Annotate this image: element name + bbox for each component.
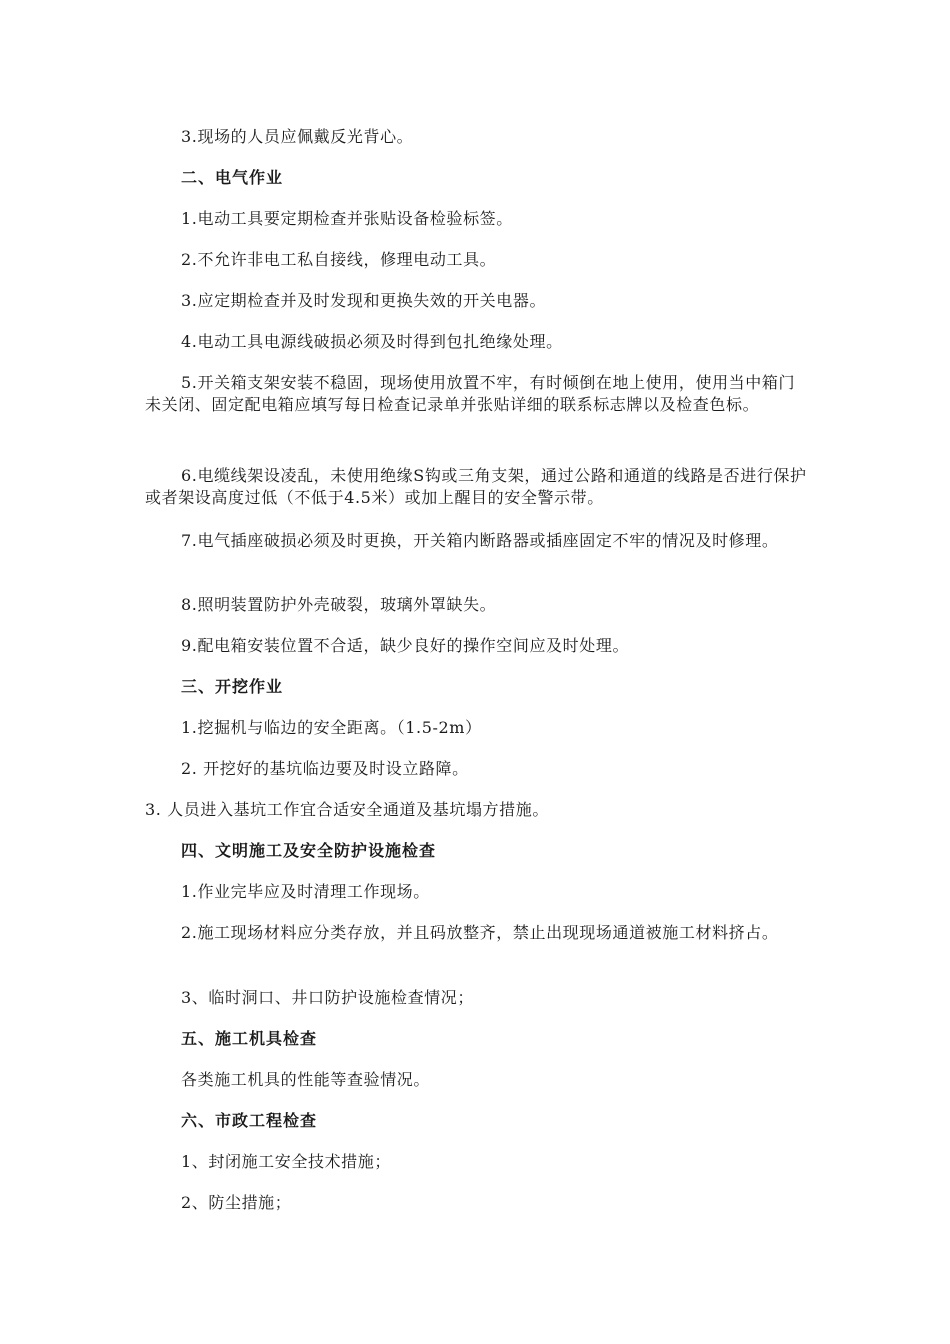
- paragraph-electrical-9: 9.配电箱安装位置不合适，缺少良好的操作空间应及时处理。: [181, 636, 630, 655]
- paragraph-civilized-3: 3、临时洞口、井口防护设施检查情况；: [181, 988, 474, 1007]
- section-heading-civilized-construction: 四、文明施工及安全防护设施检查: [181, 841, 437, 860]
- paragraph-electrical-1: 1.电动工具要定期检查并张贴设备检验标签。: [181, 209, 513, 228]
- paragraph-excavation-2: 2. 开挖好的基坑临边要及时设立路障。: [181, 759, 469, 778]
- section-heading-excavation: 三、开挖作业: [181, 677, 284, 696]
- section-heading-electrical: 二、电气作业: [181, 168, 284, 187]
- section-heading-municipal: 六、市政工程检查: [181, 1111, 318, 1130]
- paragraph-electrical-4: 4.电动工具电源线破损必须及时得到包扎绝缘处理。: [181, 332, 563, 351]
- paragraph-municipal-2: 2、防尘措施；: [181, 1193, 292, 1212]
- paragraph-excavation-3: 3. 人员进入基坑工作宜合适安全通道及基坑塌方措施。: [145, 800, 549, 819]
- paragraph-excavation-1: 1.挖掘机与临边的安全距离。（1.5-2m）: [181, 718, 482, 737]
- paragraph-1: 3.现场的人员应佩戴反光背心。: [181, 127, 414, 146]
- paragraph-electrical-3: 3.应定期检查并及时发现和更换失效的开关电器。: [181, 291, 547, 310]
- paragraph-electrical-5: 5.开关箱支架安装不稳固，现场使用放置不牢，有时倾倒在地上使用，使用当中箱门未关闭、固定配电箱应填写每日检查记录单并张贴详细的联系标志牌以及检查色标。: [145, 373, 796, 414]
- paragraph-electrical-2: 2.不允许非电工私自接线，修理电动工具。: [181, 250, 497, 269]
- paragraph-electrical-8: 8.照明装置防护外壳破裂，玻璃外罩缺失。: [181, 595, 497, 614]
- paragraph-civilized-2: 2.施工现场材料应分类存放，并且码放整齐，禁止出现现场通道被施工材料挤占。: [181, 923, 779, 942]
- paragraph-electrical-7: 7.电气插座破损必须及时更换，开关箱内断路器或插座固定不牢的情况及时修理。: [181, 531, 779, 550]
- paragraph-machinery-1: 各类施工机具的性能等查验情况。: [181, 1070, 431, 1089]
- paragraph-civilized-1: 1.作业完毕应及时清理工作现场。: [181, 882, 430, 901]
- section-heading-machinery: 五、施工机具检查: [181, 1029, 318, 1048]
- paragraph-municipal-1: 1、封闭施工安全技术措施；: [181, 1152, 391, 1171]
- paragraph-electrical-6: 6.电缆线架设凌乱，未使用绝缘S钩或三角支架，通过公路和通道的线路是否进行保护或者架设高度过低（不低于4.5米）或加上醒目的安全警示带。: [145, 466, 807, 507]
